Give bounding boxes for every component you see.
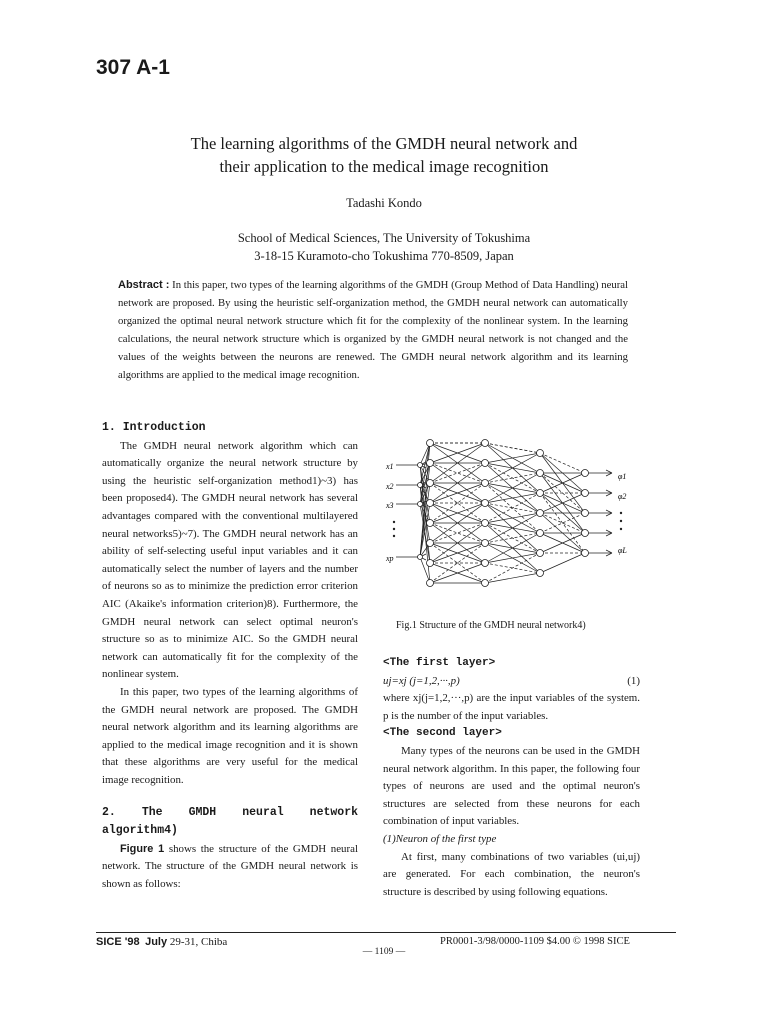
intro-paragraph-2: In this paper, two types of the learning algorithms of the GMDH neural network are proposed. The GMDH neural network algorithm and its learning algorithms are applied to the medical image recognition and it is shown that these algorithms are very useful for the medical image recognition.	[102, 685, 358, 786]
first-layer-text: where xj(j=1,2,···,p) are the input variables of the system. p is the number of the input variables.	[383, 692, 640, 722]
neuron-first-type-text: At first, many combinations of two variables (ui,uj) are generated. For each combination, the neuron's structure is described by using following equations.	[383, 850, 640, 898]
intro-paragraph-1: The GMDH neural network algorithm which can automatically organize the neural network structure by using the heuristic self-organization method1)~3) has been proposed4). The GMDH neural network has several advantages compared with the conventional multilayered neural networks5)~7). The GMDH neural network has an ability of self-selecting useful input variables and it can automatically select the number of layers and the number of neurons so as to minimize the prediction error criterion AIC (Akaike's information criterion)8). Furthermore, the GMDH neural network can select optimal neuron's structure so as to minimize AIC. So the GMDH neural network can automatically fit for the complexity of the nonlinear system.	[102, 439, 358, 681]
neuron-first-type-heading: (1)Neuron of the first type	[383, 832, 497, 845]
abstract-label: Abstract :	[118, 279, 170, 291]
input-label-x1: x1	[386, 462, 394, 471]
figure-caption: Fig.1 Structure of the GMDH neural network4)	[396, 620, 586, 631]
affiliation-line-1: School of Medical Sciences, The University of Tokushima	[237, 231, 531, 245]
footer-rule	[96, 932, 676, 933]
footer-conf-name: SICE '98	[96, 936, 140, 948]
equation-1	[383, 673, 640, 691]
output-label-phiL: φL	[618, 546, 627, 555]
affiliation-line-2: 3-18-15 Kuramoto-cho Tokushima 770-8509, Japan	[254, 249, 514, 263]
figure-1-ref: Figure 1	[120, 842, 165, 855]
second-layer-heading: <The second layer>	[383, 727, 502, 740]
input-label-x3: x3	[386, 501, 394, 510]
section-2-heading: 2. The GMDH neural network algorithm4)	[102, 806, 358, 838]
page-number: — 1109 —	[362, 947, 406, 957]
output-label-phi1: φ1	[618, 472, 627, 481]
paper-title-line-1: The learning algorithms of the GMDH neural network and	[190, 134, 578, 153]
paper-title-line-2: their application to the medical image recognition	[219, 157, 549, 176]
abstract-text: In this paper, two types of the learning algorithms of the GMDH (Group Method of Data Handling) neural network are proposed. By using the heuristic self-organization method, the GMDH neural network can automatically organized the optimal neural network structure which fit for the complexity of the nonlinear system. In the learning calculations, the neural network structure which is organized by the GMDH neural network is not changed and the values of the weights between the neurons are renewed. The GMDH neural network algorithm and its learning algorithms are applied to the medical image recognition.	[118, 279, 628, 381]
equation-1-body: uj=xj (j=1,2,···,p)	[383, 674, 460, 687]
input-label-xp: xp	[386, 554, 394, 563]
abstract	[118, 276, 628, 384]
footer-date-rest: 29-31, Chiba	[167, 936, 228, 948]
section-1-heading: 1. Introduction	[102, 421, 206, 434]
footer-date-month: July	[145, 936, 168, 948]
paper-code-header: 307 A-1	[96, 56, 170, 79]
first-layer-heading: <The first layer>	[383, 657, 496, 669]
output-label-phi2: φ2	[618, 492, 627, 501]
author: Tadashi Kondo	[346, 196, 422, 210]
section-2-text: shows the structure of the GMDH neural network. The structure of the GMDH neural network is shown as follows:	[102, 842, 358, 890]
gmdh-network-figure	[380, 425, 660, 595]
second-layer-text: Many types of the neurons can be used in the GMDH neural network algorithm. In this paper, the following four types of neurons are used and the optimal neuron's structures are selected from these neurons for each combination of input variables.	[383, 744, 640, 828]
left-column	[102, 419, 358, 893]
footer-code: PR0001-3/98/0000-1109 $4.00 © 1998 SICE	[440, 936, 630, 947]
equation-1-number: (1)	[627, 674, 640, 687]
input-label-x2: x2	[386, 482, 394, 491]
right-column	[383, 655, 640, 901]
